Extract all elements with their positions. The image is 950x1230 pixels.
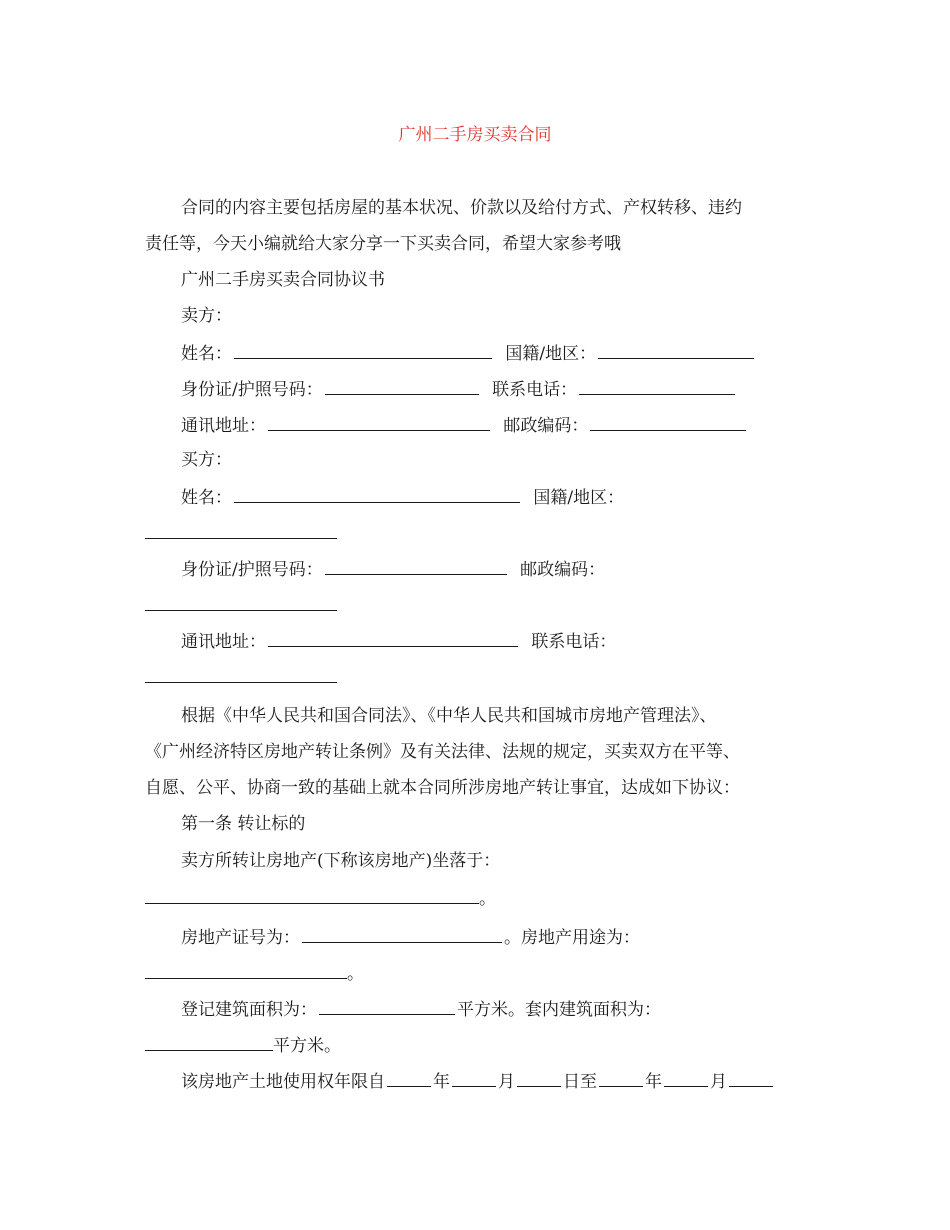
article-1-heading: 第一条 转让标的 xyxy=(181,814,306,834)
usage-label: 。房地产用途为： xyxy=(504,928,640,948)
month-label-2: 月 xyxy=(710,1072,727,1092)
buyer-id-label: 身份证/护照号码： xyxy=(181,560,323,580)
day-to-label: 日至 xyxy=(563,1072,597,1092)
buyer-nationality-row xyxy=(145,521,337,545)
seller-address-blank[interactable] xyxy=(268,413,490,431)
seller-name-blank[interactable] xyxy=(234,341,492,359)
seller-address-row xyxy=(181,413,748,437)
end-month-blank[interactable] xyxy=(664,1069,708,1087)
buyer-nationality-blank[interactable] xyxy=(145,521,337,539)
seller-postcode-blank[interactable] xyxy=(590,413,746,431)
basis-line-1: 根据《中华人民共和国合同法》、《中华人民共和国城市房地产管理法》、 xyxy=(181,706,717,726)
cert-row xyxy=(181,925,640,949)
buyer-phone-blank[interactable] xyxy=(145,665,337,683)
buyer-address-blank[interactable] xyxy=(268,629,518,647)
sqm-label: 平方米。 xyxy=(273,1036,341,1056)
seller-phone-label: 联系电话： xyxy=(492,380,578,400)
usage-row xyxy=(145,961,364,985)
seller-name-row xyxy=(181,341,756,365)
cert-no-label: 房地产证号为： xyxy=(181,928,300,948)
area-row xyxy=(181,997,661,1021)
buyer-phone-row xyxy=(145,665,337,689)
intro-line-2: 责任等，今天小编就给大家分享一下买卖合同，希望大家参考哦 xyxy=(145,234,621,254)
seller-phone-blank[interactable] xyxy=(579,377,735,395)
location-period: 。 xyxy=(479,889,496,909)
reg-area-label: 登记建筑面积为： xyxy=(181,1000,317,1020)
buyer-label: 买方： xyxy=(181,450,232,470)
usage-blank[interactable] xyxy=(145,961,347,979)
buyer-postcode-label: 邮政编码： xyxy=(520,560,606,580)
month-label-1: 月 xyxy=(498,1072,515,1092)
buyer-nationality-label: 国籍/地区： xyxy=(533,488,625,508)
buyer-name-blank[interactable] xyxy=(234,485,520,503)
land-use-row xyxy=(181,1069,775,1093)
usage-period: 。 xyxy=(347,964,364,984)
buyer-address-label: 通讯地址： xyxy=(181,632,266,652)
cert-no-blank[interactable] xyxy=(302,925,502,943)
inner-area-blank[interactable] xyxy=(145,1033,273,1051)
end-year-blank[interactable] xyxy=(599,1069,643,1087)
agreement-title: 广州二手房买卖合同协议书 xyxy=(181,270,385,290)
located-at-text: 卖方所转让房地产(下称该房地产)坐落于： xyxy=(181,851,501,871)
year-label-1: 年 xyxy=(433,1072,450,1092)
buyer-postcode-row xyxy=(145,593,337,617)
start-day-blank[interactable] xyxy=(517,1069,561,1087)
seller-nationality-label: 国籍/地区： xyxy=(505,344,597,364)
buyer-address-row xyxy=(181,629,616,653)
start-year-blank[interactable] xyxy=(387,1069,431,1087)
buyer-postcode-blank[interactable] xyxy=(145,593,337,611)
location-blank[interactable] xyxy=(145,886,479,904)
basis-line-3: 自愿、公平、协商一致的基础上就本合同所涉房地产转让事宜，达成如下协议： xyxy=(145,778,740,798)
document-title: 广州二手房买卖合同 xyxy=(398,125,552,145)
buyer-name-row xyxy=(181,485,624,509)
buyer-id-row xyxy=(181,557,605,581)
seller-postcode-label: 邮政编码： xyxy=(503,416,589,436)
reg-area-blank[interactable] xyxy=(319,997,455,1015)
seller-id-row xyxy=(181,377,737,401)
seller-id-label: 身份证/护照号码： xyxy=(181,380,323,400)
intro-line-1: 合同的内容主要包括房屋的基本状况、价款以及给付方式、产权转移、违约 xyxy=(181,198,742,218)
buyer-id-blank[interactable] xyxy=(325,557,507,575)
seller-address-label: 通讯地址： xyxy=(181,416,266,436)
seller-nationality-blank[interactable] xyxy=(598,341,754,359)
land-use-label: 该房地产土地使用权年限自 xyxy=(181,1072,385,1092)
inner-area-label: 平方米。套内建筑面积为： xyxy=(457,1000,661,1020)
inner-area-row xyxy=(145,1033,341,1057)
buyer-name-label: 姓名： xyxy=(181,488,232,508)
location-row xyxy=(145,886,496,910)
seller-id-blank[interactable] xyxy=(325,377,479,395)
basis-line-2: 《广州经济特区房地产转让条例》及有关法律、法规的规定，买卖双方在平等、 xyxy=(145,742,740,762)
year-label-2: 年 xyxy=(645,1072,662,1092)
seller-name-label: 姓名： xyxy=(181,344,232,364)
seller-label: 卖方： xyxy=(181,306,232,326)
start-month-blank[interactable] xyxy=(452,1069,496,1087)
buyer-phone-label: 联系电话： xyxy=(531,632,617,652)
end-day-blank[interactable] xyxy=(729,1069,773,1087)
